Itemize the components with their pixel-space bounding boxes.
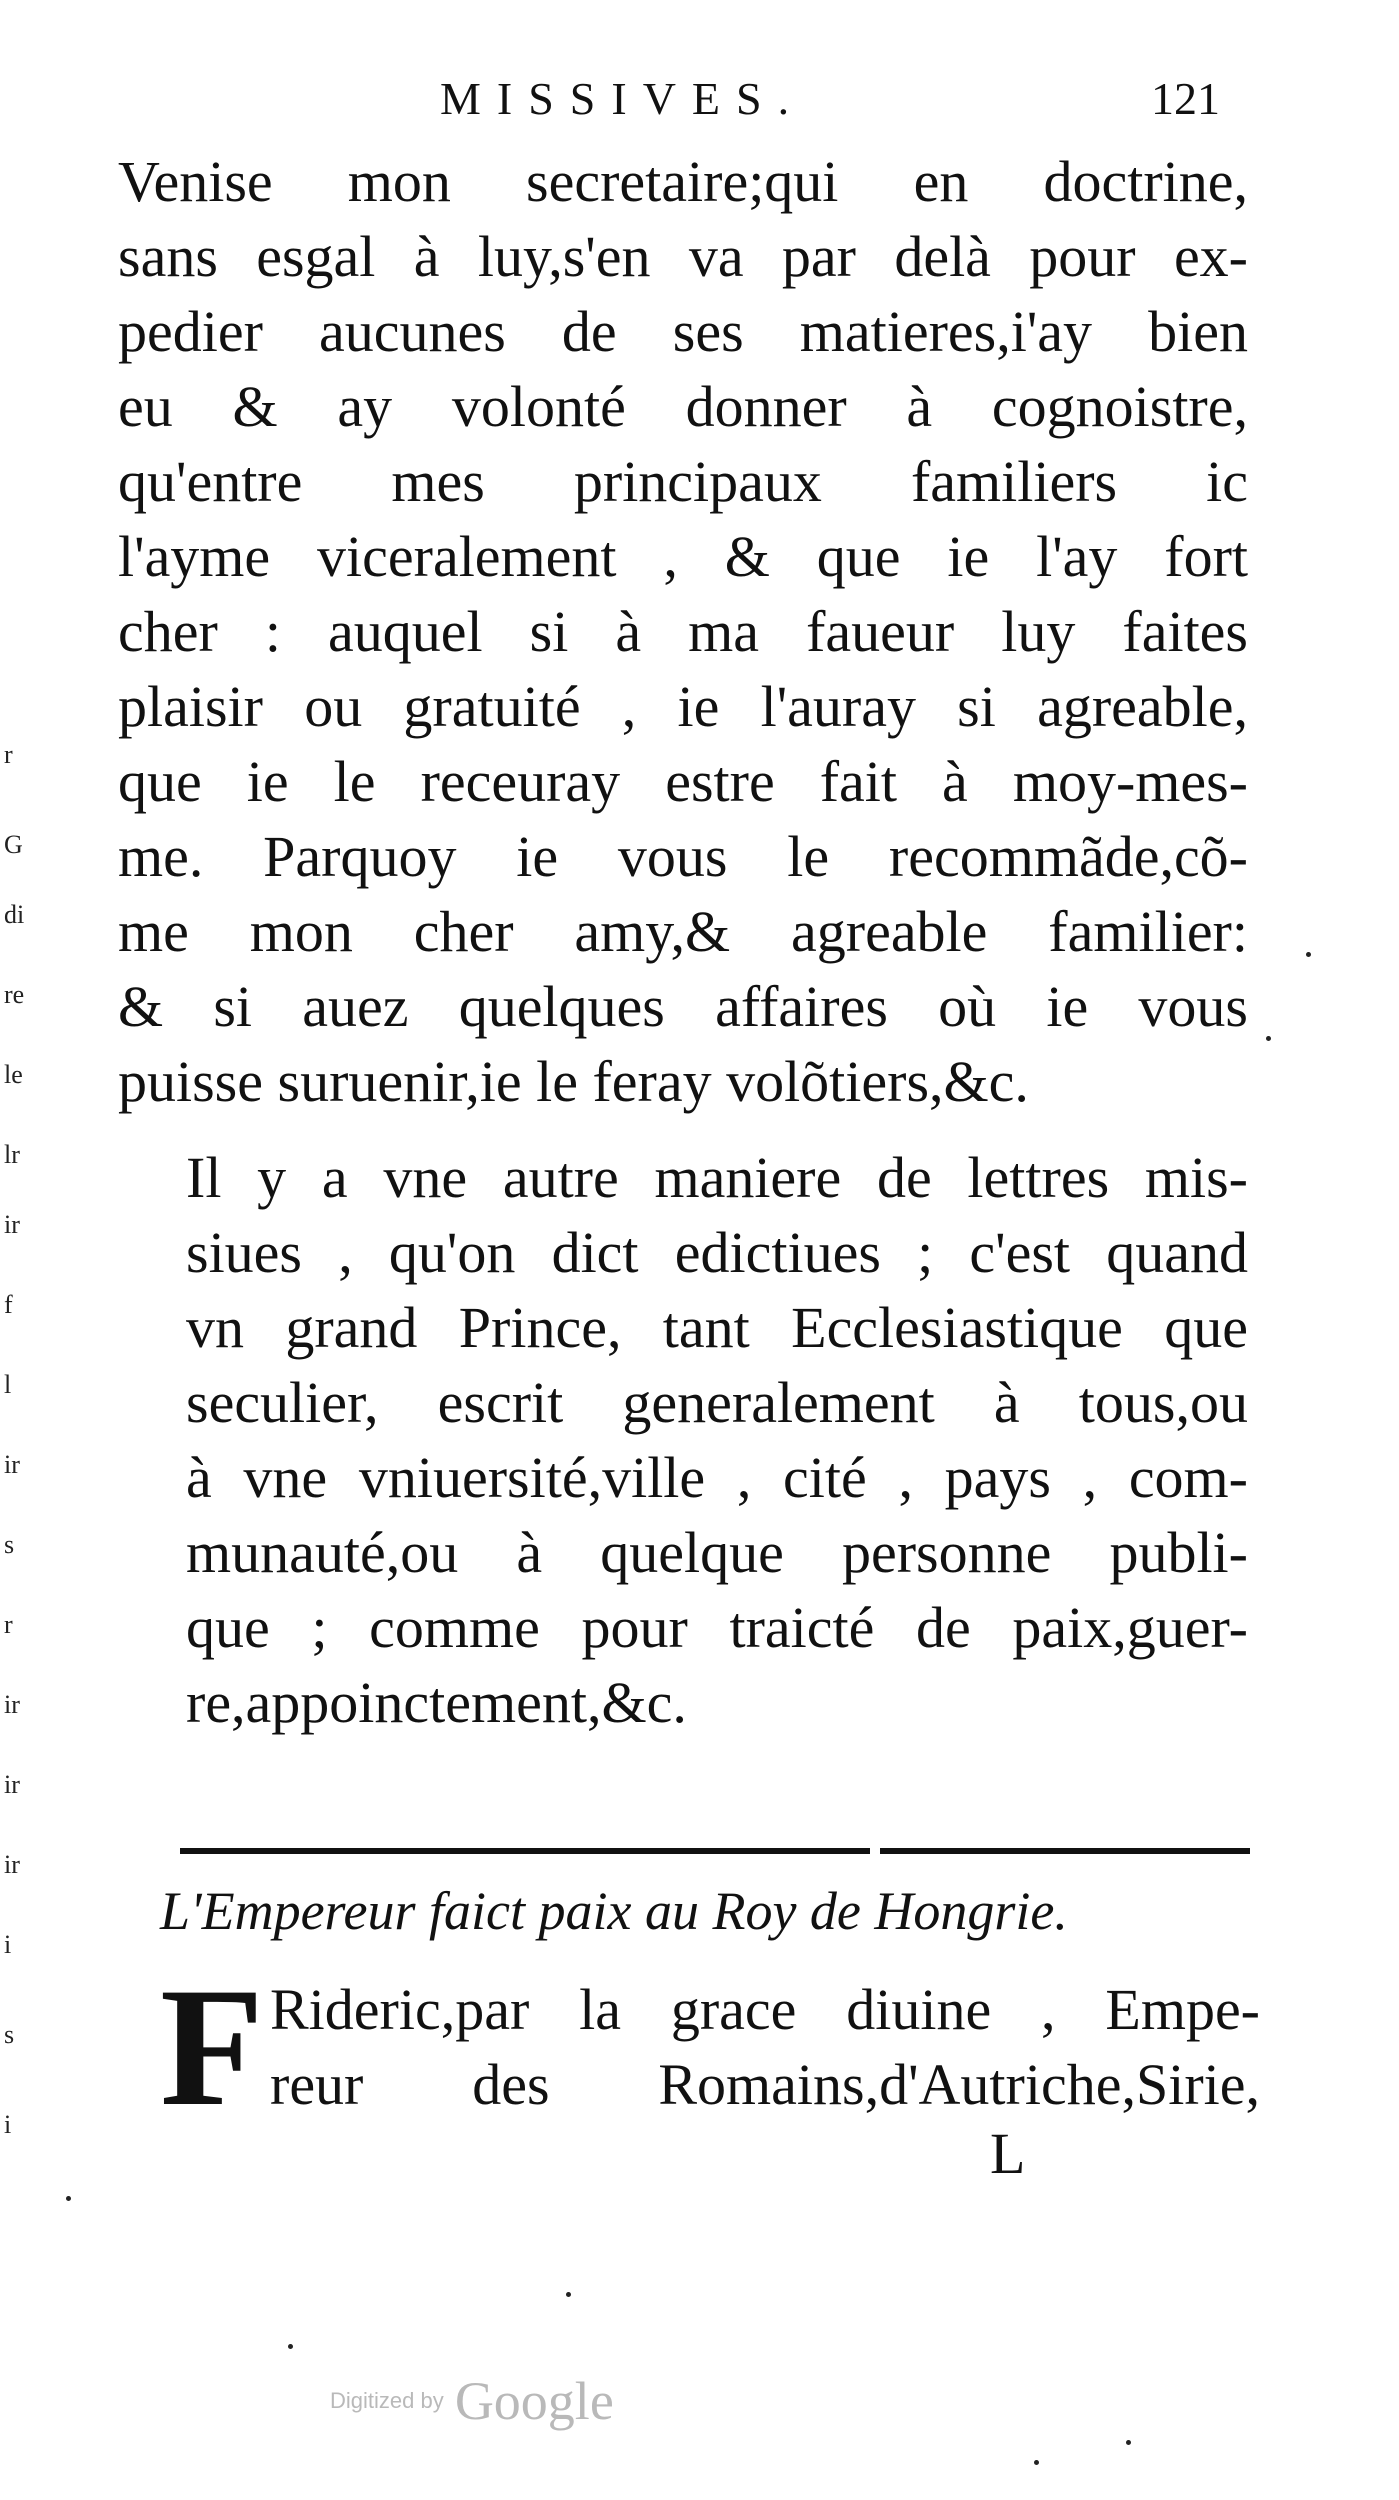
text-line: plaisir ou gratuité , ie l'auray si agreable, xyxy=(118,674,1248,739)
gutter-mark: r xyxy=(4,740,13,769)
text-line: qu'entre mes principaux familiers ic xyxy=(118,449,1248,514)
gutter-mark: ir xyxy=(4,1210,20,1239)
digitized-watermark xyxy=(330,2370,614,2432)
gutter-mark: r xyxy=(4,1610,13,1639)
page-number: 121 xyxy=(1151,73,1220,124)
divider-segment xyxy=(180,1848,870,1854)
text-line: sans esgal à luy,s'en va par delà pour ex- xyxy=(118,224,1248,289)
speck xyxy=(1266,1036,1271,1041)
text-line: que ; comme pour traicté de paix,guer- xyxy=(186,1595,1248,1660)
gutter-mark: i xyxy=(4,2110,12,2139)
gutter-mark: ir xyxy=(4,1770,20,1799)
speck xyxy=(566,2292,571,2297)
text-line: que ie le receuray estre fait à moy-mes- xyxy=(118,749,1248,814)
speck xyxy=(1034,2460,1039,2465)
text-line: & si auez quelques affaires où ie vous xyxy=(118,974,1248,1039)
gutter-mark: ir xyxy=(4,1690,20,1719)
speck xyxy=(1126,2440,1131,2445)
text-line: pedier aucunes de ses matieres,i'ay bien xyxy=(118,299,1248,364)
gutter-mark: f xyxy=(4,1290,13,1319)
gutter-mark: re xyxy=(4,980,25,1009)
text-line: cher : auquel si à ma faueur luy faites xyxy=(118,599,1248,664)
paragraph-1 xyxy=(118,144,1248,1119)
gutter-mark: l xyxy=(4,1370,12,1399)
gutter-mark: ir xyxy=(4,1850,20,1879)
gutter-mark: ir xyxy=(4,1450,20,1479)
speck xyxy=(66,2196,71,2201)
section-divider xyxy=(180,1848,1250,1858)
running-title: MISSIVES. xyxy=(440,73,806,124)
text-line: me mon cher amy,& agreable familier: xyxy=(118,899,1248,964)
text-line: à vne vniuersité,ville , cité , pays , com- xyxy=(186,1445,1248,1510)
text-line: puisse suruenir,ie le feray volõtiers,&c. xyxy=(118,1049,1029,1114)
text-line: Il y a vne autre maniere de lettres mis- xyxy=(186,1145,1248,1210)
gutter-mark: di xyxy=(4,900,25,929)
text-line: reur des Romains,d'Autriche,Sirie, xyxy=(270,2052,1260,2117)
gutter-mark: i xyxy=(4,1930,12,1959)
gutter-mark: G xyxy=(4,830,23,859)
text-line: re,appoinctement,&c. xyxy=(186,1670,687,1735)
gutter-mark: s xyxy=(4,2020,15,2049)
text-line: Rideric,par la grace diuine , Empe- xyxy=(270,1977,1260,2042)
text-line: Venise mon secretaire;qui en doctrine, xyxy=(118,149,1248,214)
watermark-prefix: Digitized by xyxy=(330,2388,444,2413)
letter-heading: L'Empereur faict paix au Roy de Hongrie. xyxy=(160,1881,1068,1941)
divider-segment xyxy=(880,1848,1250,1854)
text-line: eu & ay volonté donner à cognoistre, xyxy=(118,374,1248,439)
paragraph-2 xyxy=(118,1140,1248,1740)
gutter-mark: lr xyxy=(4,1140,20,1169)
speck xyxy=(1306,952,1311,957)
gutter-mark: le xyxy=(4,1060,23,1089)
text-line: seculier, escrit generalement à tous,ou xyxy=(186,1370,1248,1435)
text-line: vn grand Prince, tant Ecclesiastique que xyxy=(186,1295,1248,1360)
signature-mark: L xyxy=(990,2121,1026,2186)
text-line: me. Parquoy ie vous le recommãde,cõ- xyxy=(118,824,1248,889)
drop-cap: F xyxy=(160,1953,264,2141)
text-line: siues , qu'on dict edictiues ; c'est quand xyxy=(186,1220,1248,1285)
google-logo: Google xyxy=(454,2371,614,2431)
page-header xyxy=(440,72,1220,132)
text-line: l'ayme viceralement , & que ie l'ay fort xyxy=(118,524,1248,589)
text-line: munauté,ou à quelque personne publi- xyxy=(186,1520,1248,1585)
gutter-mark: s xyxy=(4,1530,15,1559)
adjacent-page-margin xyxy=(0,0,34,2500)
speck xyxy=(288,2344,293,2349)
